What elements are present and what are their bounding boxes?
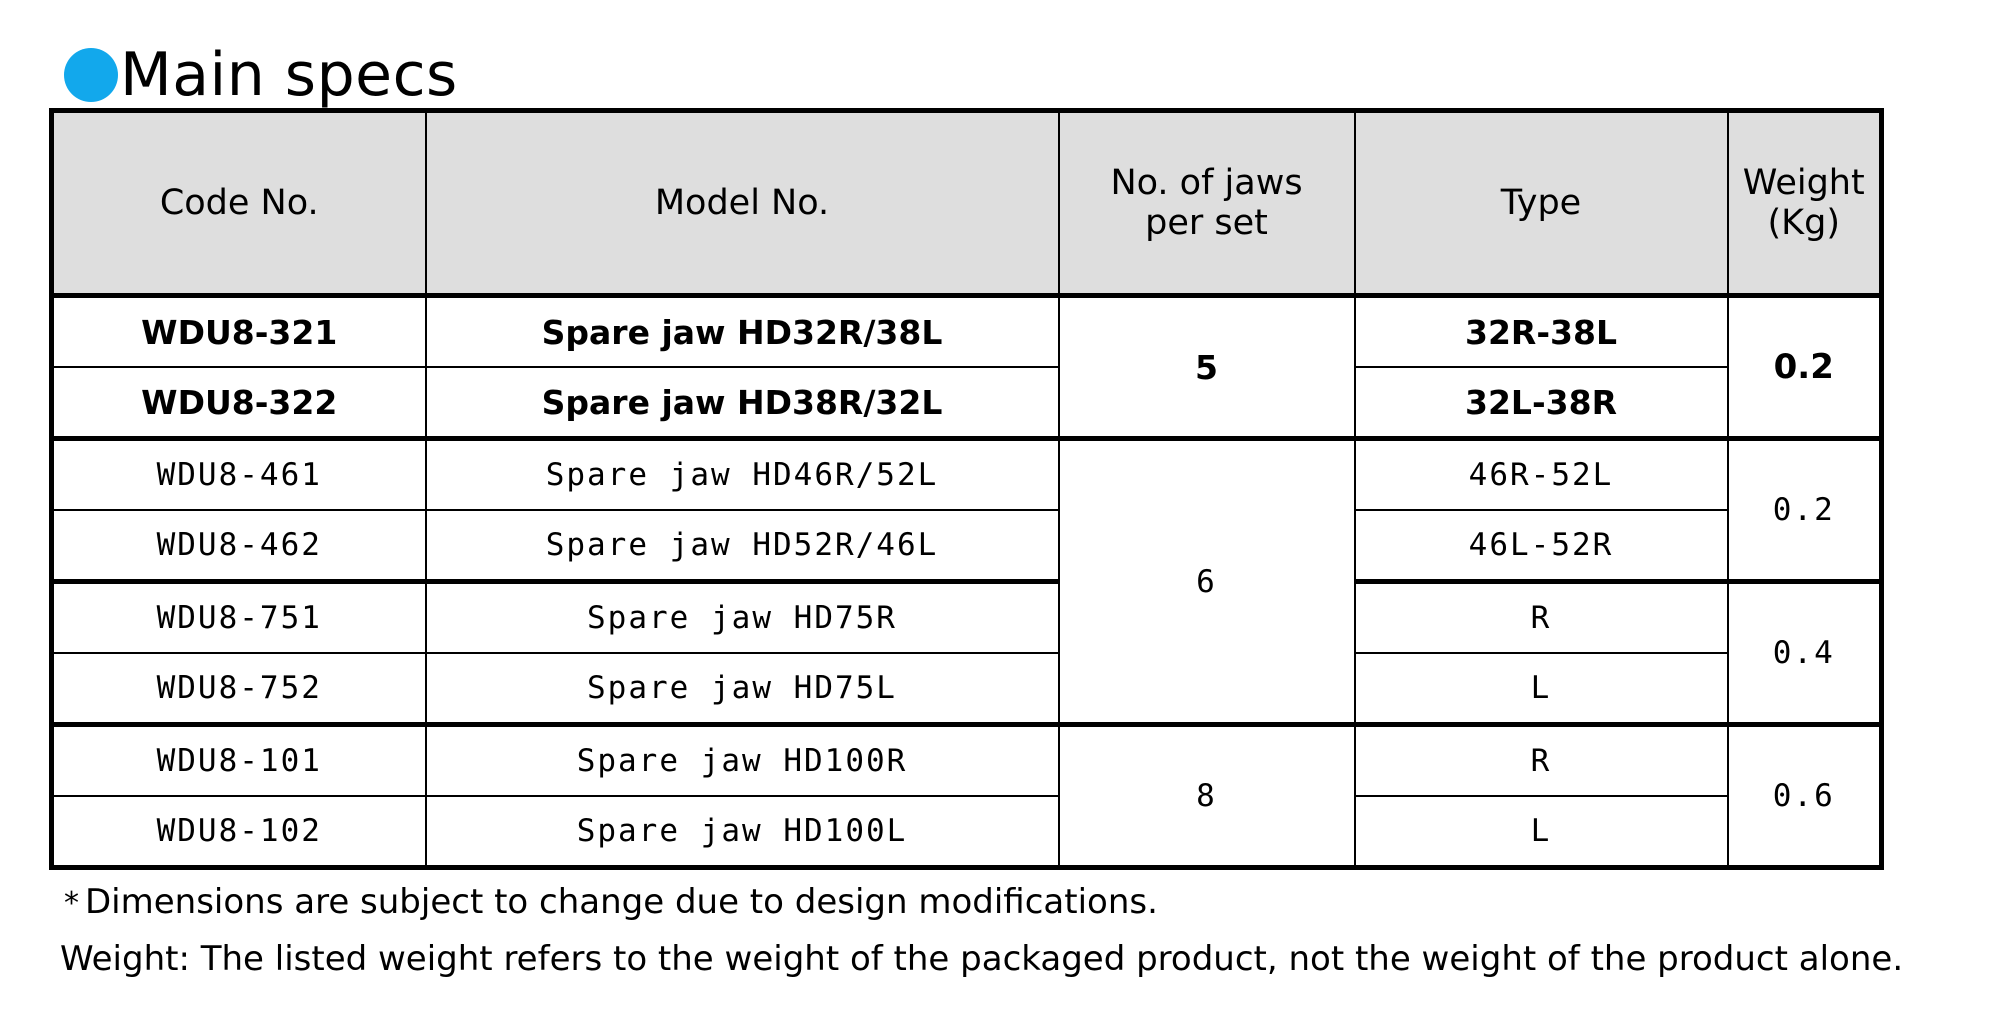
table-row <box>52 296 1882 368</box>
header-type: Type <box>1355 111 1728 296</box>
table-row <box>52 582 1882 654</box>
table-row <box>52 653 1882 725</box>
cell-weight: 0.2 <box>1728 439 1882 582</box>
dimensions-note-text: Dimensions are subject to change due to design modifications. <box>85 882 1158 922</box>
cell-code: WDU8-321 <box>52 296 426 368</box>
cell-type: R <box>1355 725 1728 797</box>
cell-weight: 0.2 <box>1728 296 1882 439</box>
cell-type: 32R-38L <box>1355 296 1728 368</box>
cell-code: WDU8-101 <box>52 725 426 797</box>
cell-model: Spare jaw HD100L <box>426 796 1059 868</box>
cell-jaws: 6 <box>1059 439 1355 725</box>
cell-code: WDU8-461 <box>52 439 426 511</box>
main-specs-table <box>49 108 1884 870</box>
table-row <box>52 510 1882 582</box>
table-row <box>52 725 1882 797</box>
table-row <box>52 796 1882 868</box>
header-code: Code No. <box>52 111 426 296</box>
cell-code: WDU8-751 <box>52 582 426 654</box>
cell-type: 46R-52L <box>1355 439 1728 511</box>
cell-code: WDU8-752 <box>52 653 426 725</box>
table-row <box>52 367 1882 439</box>
header-jaws-line1: No. of jaws <box>1110 163 1303 203</box>
cell-weight: 0.6 <box>1728 725 1882 868</box>
header-model: Model No. <box>426 111 1059 296</box>
cell-jaws: 5 <box>1059 296 1355 439</box>
cell-model: Spare jaw HD100R <box>426 725 1059 797</box>
section-title <box>64 40 458 110</box>
cell-type: L <box>1355 653 1728 725</box>
cell-code: WDU8-102 <box>52 796 426 868</box>
cell-type: L <box>1355 796 1728 868</box>
section-title-text: Main specs <box>120 40 458 110</box>
header-weight-line1: Weight <box>1742 163 1865 203</box>
table-row <box>52 439 1882 511</box>
cell-model: Spare jaw HD52R/46L <box>426 510 1059 582</box>
header-weight-line2: (Kg) <box>1767 203 1840 243</box>
note-star: * <box>64 886 79 921</box>
header-weight <box>1728 111 1882 296</box>
cell-jaws: 8 <box>1059 725 1355 868</box>
header-jaws-line2: per set <box>1145 203 1268 243</box>
weight-note: Weight: The listed weight refers to the weight of the packaged product, not the weight of the product alone. <box>60 939 1904 979</box>
cell-model: Spare jaw HD46R/52L <box>426 439 1059 511</box>
cell-model: Spare jaw HD38R/32L <box>426 367 1059 439</box>
cell-type: R <box>1355 582 1728 654</box>
cell-type: 46L-52R <box>1355 510 1728 582</box>
header-jaws <box>1059 111 1355 296</box>
cell-weight: 0.4 <box>1728 582 1882 725</box>
cell-code: WDU8-322 <box>52 367 426 439</box>
dimensions-note <box>64 880 1158 926</box>
table-header-row <box>52 111 1882 296</box>
cell-model: Spare jaw HD32R/38L <box>426 296 1059 368</box>
bullet-dot-icon <box>64 48 118 102</box>
cell-type: 32L-38R <box>1355 367 1728 439</box>
cell-model: Spare jaw HD75L <box>426 653 1059 725</box>
cell-code: WDU8-462 <box>52 510 426 582</box>
cell-model: Spare jaw HD75R <box>426 582 1059 654</box>
